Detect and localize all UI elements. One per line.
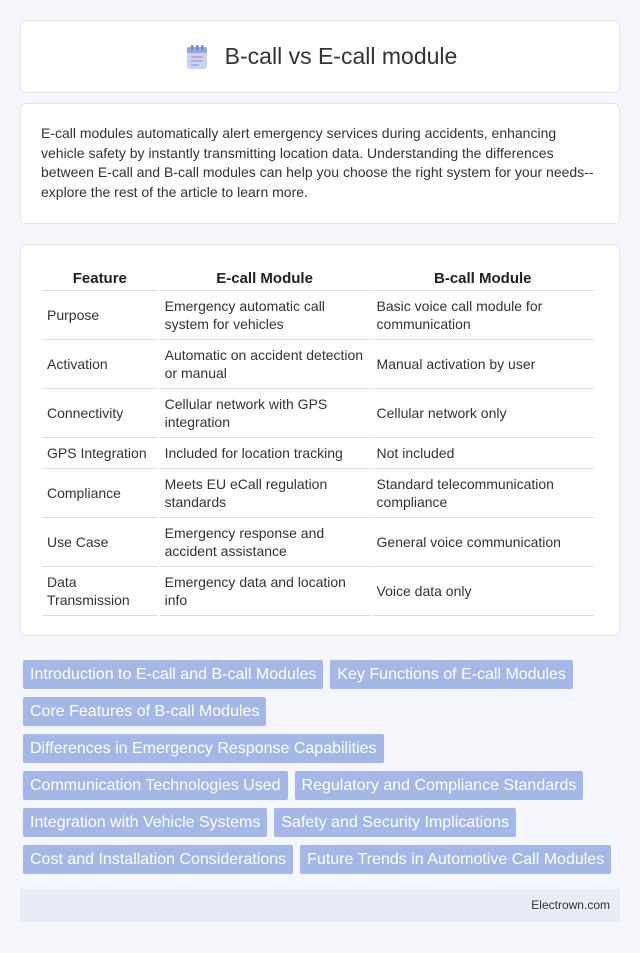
- table-cell: Standard telecommunication compliance: [372, 469, 594, 518]
- intro-card: [20, 103, 620, 224]
- footer-site-link[interactable]: Electrown.com: [531, 898, 610, 912]
- table-cell: GPS Integration: [42, 438, 158, 469]
- table-cell: Not included: [372, 438, 594, 469]
- page-title: B-call vs E-call module: [224, 43, 458, 69]
- table-cell: Voice data only: [372, 567, 594, 616]
- table-cell: Emergency automatic call system for vehicles: [160, 291, 370, 340]
- tag-link[interactable]: Future Trends in Automotive Call Modules: [300, 845, 611, 874]
- header-ecall: E-call Module: [160, 264, 370, 291]
- table-cell: Cellular network with GPS integration: [160, 389, 370, 438]
- header-bcall: B-call Module: [372, 264, 594, 291]
- tag-link[interactable]: Regulatory and Compliance Standards: [295, 771, 584, 800]
- table-cell: Data Transmission: [42, 567, 158, 616]
- table-cell: General voice communication: [372, 518, 594, 567]
- table-cell: Included for location tracking: [160, 438, 370, 469]
- header-feature: Feature: [42, 264, 158, 291]
- table-row: [42, 518, 594, 567]
- table-cell: Use Case: [42, 518, 158, 567]
- footer: [20, 889, 620, 922]
- table-row: [42, 340, 594, 389]
- table-cell: Connectivity: [42, 389, 158, 438]
- table-cell: Emergency data and location info: [160, 567, 370, 616]
- table-row: [42, 567, 594, 616]
- tag-link[interactable]: Integration with Vehicle Systems: [23, 808, 267, 837]
- table-cell: Cellular network only: [372, 389, 594, 438]
- table-cell: Emergency response and accident assistance: [160, 518, 370, 567]
- table-cell: Meets EU eCall regulation standards: [160, 469, 370, 518]
- table-row: [42, 291, 594, 340]
- table-cell: Compliance: [42, 469, 158, 518]
- intro-text: E-call modules automatically alert emergency services during accidents, enhancing vehicle safety by instantly transmitting location data. Understanding the differences between E-call and B-call modules can help you choose the right system for your needs--explore the rest of the article to learn more.: [41, 125, 594, 200]
- topic-tags: [23, 660, 623, 882]
- table-row: [42, 389, 594, 438]
- comparison-table-card: [20, 244, 620, 636]
- tag-link[interactable]: Communication Technologies Used: [23, 771, 288, 800]
- table-cell: Manual activation by user: [372, 340, 594, 389]
- table-cell: Automatic on accident detection or manual: [160, 340, 370, 389]
- table-header-row: [42, 264, 594, 291]
- tag-link[interactable]: Cost and Installation Considerations: [23, 845, 293, 874]
- tag-link[interactable]: Introduction to E-call and B-call Modules: [23, 660, 323, 689]
- tag-link[interactable]: Key Functions of E-call Modules: [330, 660, 573, 689]
- table-row: [42, 469, 594, 518]
- document-icon: [183, 43, 211, 71]
- tag-link[interactable]: Differences in Emergency Response Capabilities: [23, 734, 384, 763]
- tag-link[interactable]: Safety and Security Implications: [274, 808, 516, 837]
- tag-link[interactable]: Core Features of B-call Modules: [23, 697, 266, 726]
- title-card: [20, 20, 620, 93]
- table-row: [42, 438, 594, 469]
- comparison-table: [40, 264, 596, 616]
- table-cell: Activation: [42, 340, 158, 389]
- table-cell: Basic voice call module for communication: [372, 291, 594, 340]
- table-cell: Purpose: [42, 291, 158, 340]
